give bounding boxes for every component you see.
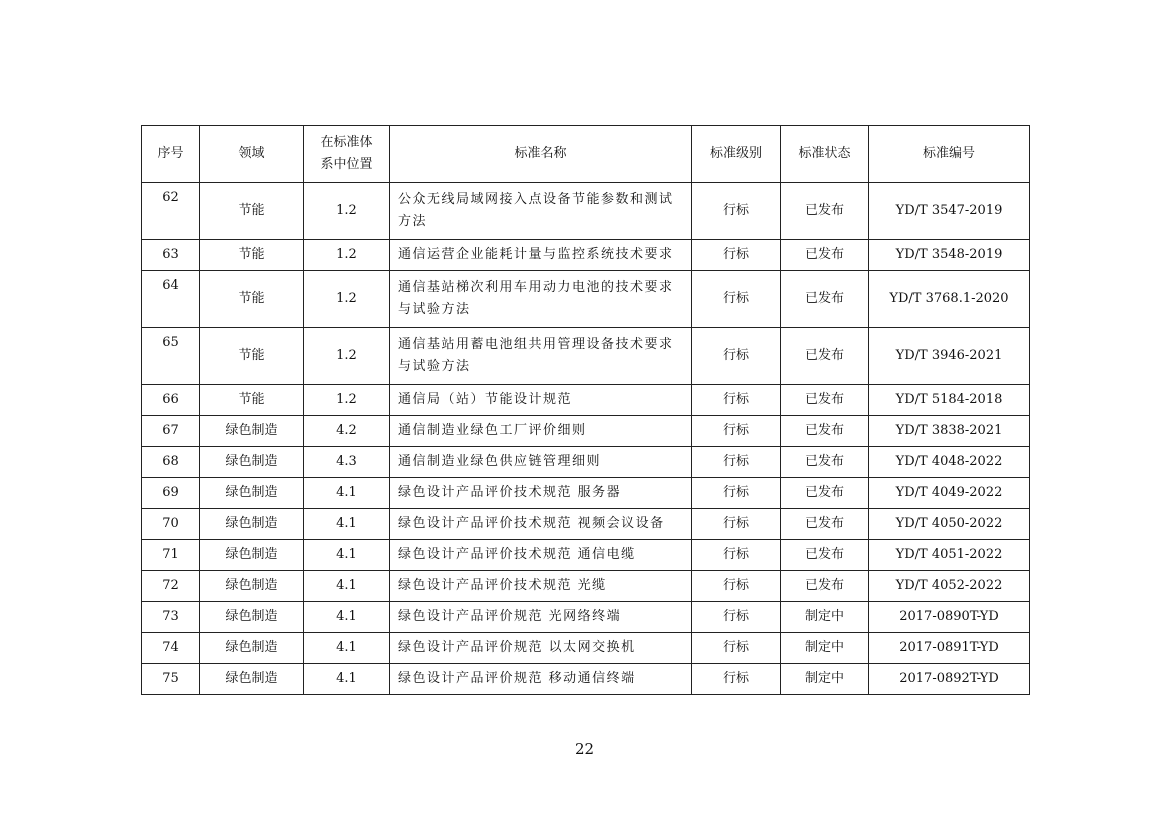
cell-standard-status: 已发布 xyxy=(781,328,869,385)
cell-standard-code: YD/T 3768.1-2020 xyxy=(869,271,1030,328)
cell-standard-code: YD/T 4049-2022 xyxy=(869,478,1030,509)
cell-standard-name: 绿色设计产品评价技术规范 通信电缆 xyxy=(390,540,692,571)
cell-standard-status: 已发布 xyxy=(781,447,869,478)
cell-position: 4.1 xyxy=(304,478,390,509)
cell-position: 1.2 xyxy=(304,240,390,271)
cell-standard-status: 已发布 xyxy=(781,509,869,540)
cell-serial-number: 73 xyxy=(142,602,200,633)
cell-field: 绿色制造 xyxy=(200,571,304,602)
cell-standard-code: YD/T 3547-2019 xyxy=(869,183,1030,240)
cell-standard-code: YD/T 4052-2022 xyxy=(869,571,1030,602)
cell-standard-level: 行标 xyxy=(692,447,781,478)
cell-standard-status: 已发布 xyxy=(781,478,869,509)
table-row xyxy=(142,385,1030,416)
cell-standard-status: 制定中 xyxy=(781,633,869,664)
cell-standard-code: YD/T 3838-2021 xyxy=(869,416,1030,447)
cell-standard-code: YD/T 4050-2022 xyxy=(869,509,1030,540)
cell-field: 节能 xyxy=(200,240,304,271)
table-row xyxy=(142,447,1030,478)
table-row xyxy=(142,478,1030,509)
cell-standard-code: YD/T 3548-2019 xyxy=(869,240,1030,271)
header-position xyxy=(304,126,390,183)
table-row xyxy=(142,328,1030,385)
table-row xyxy=(142,633,1030,664)
standards-table xyxy=(141,125,1030,695)
header-standard-level: 标准级别 xyxy=(692,126,781,183)
header-position-line-2: 系中位置 xyxy=(320,157,373,172)
cell-serial-number: 65 xyxy=(142,328,200,385)
cell-serial-number: 70 xyxy=(142,509,200,540)
cell-standard-code: 2017-0892T-YD xyxy=(869,664,1030,695)
cell-position: 4.1 xyxy=(304,664,390,695)
cell-standard-code: YD/T 4048-2022 xyxy=(869,447,1030,478)
cell-position: 4.1 xyxy=(304,509,390,540)
header-standard-code: 标准编号 xyxy=(869,126,1030,183)
cell-position: 1.2 xyxy=(304,328,390,385)
cell-standard-name: 通信制造业绿色供应链管理细则 xyxy=(390,447,692,478)
cell-standard-code: YD/T 5184-2018 xyxy=(869,385,1030,416)
table-row xyxy=(142,571,1030,602)
cell-standard-name: 通信运营企业能耗计量与监控系统技术要求 xyxy=(390,240,692,271)
cell-standard-status: 已发布 xyxy=(781,416,869,447)
cell-standard-name: 绿色设计产品评价规范 以太网交换机 xyxy=(390,633,692,664)
cell-field: 绿色制造 xyxy=(200,664,304,695)
cell-standard-level: 行标 xyxy=(692,664,781,695)
cell-serial-number: 64 xyxy=(142,271,200,328)
cell-standard-status: 已发布 xyxy=(781,385,869,416)
cell-standard-status: 已发布 xyxy=(781,271,869,328)
cell-field: 绿色制造 xyxy=(200,509,304,540)
table-row xyxy=(142,416,1030,447)
table-row xyxy=(142,271,1030,328)
cell-field: 绿色制造 xyxy=(200,633,304,664)
cell-standard-level: 行标 xyxy=(692,540,781,571)
table-row xyxy=(142,183,1030,240)
cell-standard-name: 通信制造业绿色工厂评价细则 xyxy=(390,416,692,447)
cell-serial-number: 68 xyxy=(142,447,200,478)
cell-field: 节能 xyxy=(200,328,304,385)
cell-standard-name: 通信基站梯次利用车用动力电池的技术要求与试验方法 xyxy=(390,271,692,328)
header-standard-status: 标准状态 xyxy=(781,126,869,183)
cell-serial-number: 75 xyxy=(142,664,200,695)
cell-field: 节能 xyxy=(200,385,304,416)
cell-field: 绿色制造 xyxy=(200,602,304,633)
cell-field: 绿色制造 xyxy=(200,478,304,509)
cell-serial-number: 62 xyxy=(142,183,200,240)
cell-standard-level: 行标 xyxy=(692,602,781,633)
cell-standard-level: 行标 xyxy=(692,271,781,328)
cell-standard-code: YD/T 3946-2021 xyxy=(869,328,1030,385)
table-row xyxy=(142,240,1030,271)
cell-standard-name: 绿色设计产品评价规范 光网络终端 xyxy=(390,602,692,633)
cell-field: 绿色制造 xyxy=(200,447,304,478)
table-row xyxy=(142,540,1030,571)
header-field: 领域 xyxy=(200,126,304,183)
cell-standard-code: YD/T 4051-2022 xyxy=(869,540,1030,571)
cell-standard-level: 行标 xyxy=(692,328,781,385)
cell-position: 4.1 xyxy=(304,602,390,633)
cell-serial-number: 66 xyxy=(142,385,200,416)
cell-standard-name: 绿色设计产品评价技术规范 光缆 xyxy=(390,571,692,602)
cell-standard-name: 绿色设计产品评价技术规范 服务器 xyxy=(390,478,692,509)
cell-standard-code: 2017-0891T-YD xyxy=(869,633,1030,664)
table-row xyxy=(142,509,1030,540)
cell-standard-name: 通信局（站）节能设计规范 xyxy=(390,385,692,416)
cell-position: 1.2 xyxy=(304,271,390,328)
cell-standard-level: 行标 xyxy=(692,509,781,540)
cell-standard-name: 公众无线局域网接入点设备节能参数和测试方法 xyxy=(390,183,692,240)
cell-serial-number: 63 xyxy=(142,240,200,271)
cell-serial-number: 74 xyxy=(142,633,200,664)
cell-standard-name: 绿色设计产品评价技术规范 视频会议设备 xyxy=(390,509,692,540)
cell-standard-status: 已发布 xyxy=(781,183,869,240)
cell-standard-level: 行标 xyxy=(692,240,781,271)
cell-field: 节能 xyxy=(200,271,304,328)
cell-serial-number: 67 xyxy=(142,416,200,447)
cell-standard-level: 行标 xyxy=(692,633,781,664)
cell-serial-number: 72 xyxy=(142,571,200,602)
table-row xyxy=(142,602,1030,633)
cell-position: 4.3 xyxy=(304,447,390,478)
header-position-line-1: 在标准体 xyxy=(320,135,373,150)
cell-position: 4.1 xyxy=(304,571,390,602)
header-serial-number: 序号 xyxy=(142,126,200,183)
cell-standard-status: 制定中 xyxy=(781,602,869,633)
cell-position: 4.2 xyxy=(304,416,390,447)
table-header-row xyxy=(142,126,1030,183)
cell-position: 1.2 xyxy=(304,183,390,240)
cell-standard-code: 2017-0890T-YD xyxy=(869,602,1030,633)
cell-standard-level: 行标 xyxy=(692,183,781,240)
cell-field: 节能 xyxy=(200,183,304,240)
cell-standard-name: 绿色设计产品评价规范 移动通信终端 xyxy=(390,664,692,695)
header-standard-name: 标准名称 xyxy=(390,126,692,183)
cell-standard-name: 通信基站用蓄电池组共用管理设备技术要求与试验方法 xyxy=(390,328,692,385)
cell-standard-level: 行标 xyxy=(692,478,781,509)
cell-field: 绿色制造 xyxy=(200,540,304,571)
cell-standard-level: 行标 xyxy=(692,416,781,447)
cell-serial-number: 69 xyxy=(142,478,200,509)
cell-serial-number: 71 xyxy=(142,540,200,571)
cell-standard-status: 已发布 xyxy=(781,571,869,602)
cell-position: 1.2 xyxy=(304,385,390,416)
cell-position: 4.1 xyxy=(304,633,390,664)
page-number: 22 xyxy=(574,740,595,758)
cell-field: 绿色制造 xyxy=(200,416,304,447)
table-body xyxy=(142,183,1030,695)
cell-standard-status: 制定中 xyxy=(781,664,869,695)
cell-standard-status: 已发布 xyxy=(781,540,869,571)
cell-position: 4.1 xyxy=(304,540,390,571)
cell-standard-level: 行标 xyxy=(692,571,781,602)
table-row xyxy=(142,664,1030,695)
cell-standard-level: 行标 xyxy=(692,385,781,416)
cell-standard-status: 已发布 xyxy=(781,240,869,271)
